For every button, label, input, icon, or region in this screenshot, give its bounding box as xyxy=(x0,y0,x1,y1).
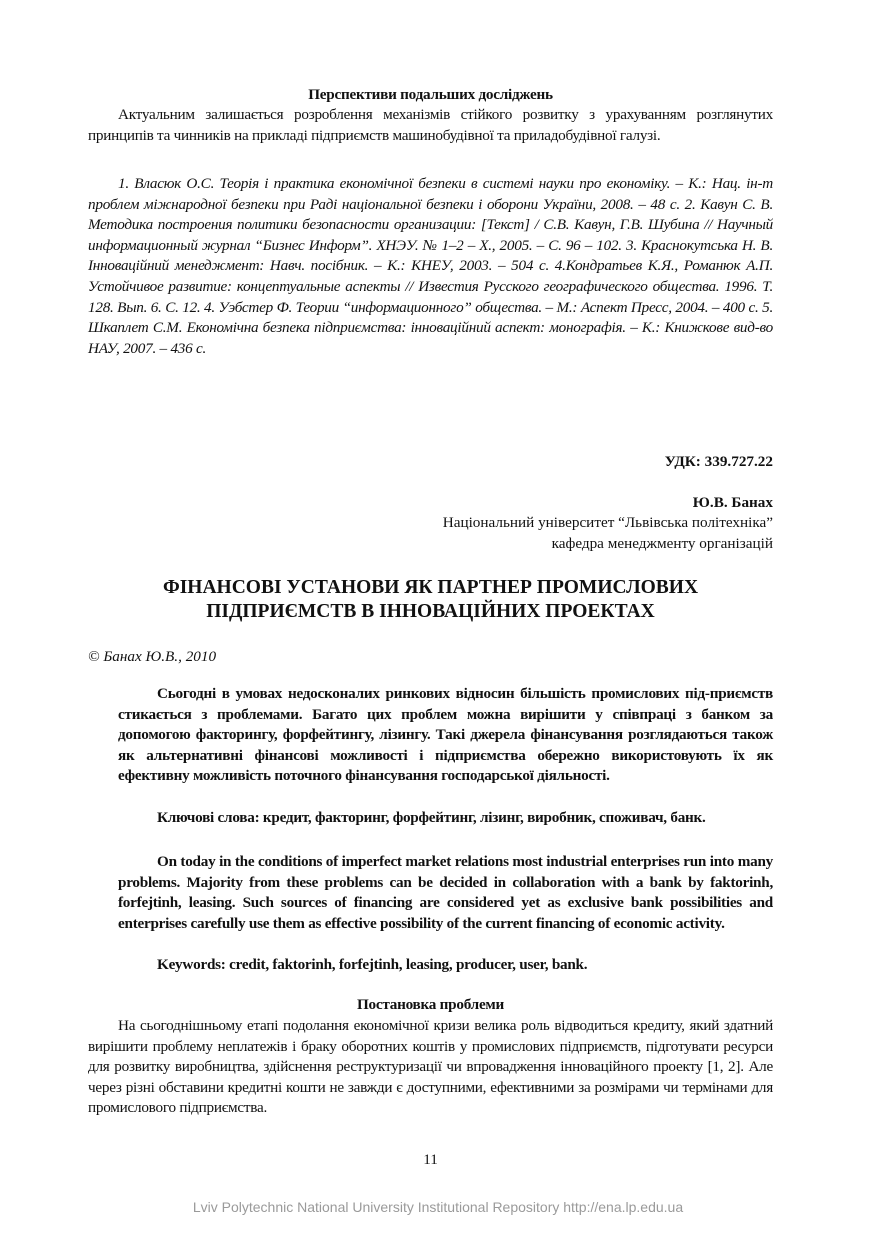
keywords-en: Keywords: credit, faktorinh, forfejtinh, leasing, producer, user, bank. xyxy=(157,956,588,973)
prospects-heading: Перспективи подальших досліджень xyxy=(308,86,553,103)
problem-paragraph: На сьогоднішньому етапі подолання економічної кризи велика роль відводиться кредиту, який здатний вирішити проблему неплатежів і браку оборотних коштів у промислових підприємств, підготувати ресурси для розвитку виробництва, здійснення реструктуризації чи впровадження інноваційного проекту [1, 2]. Але через різні обставини кредитні кошти не завжди є доступними, ефективними за розмірами чи термінами для промислового підприємства. xyxy=(88,1017,773,1117)
references-list: 1. Власюк О.С. Теорія і практика економічної безпеки в системі науки про економіку. – К.: Нац. ін-т проблем міжнародної безпеки при Раді національної безпеки і оборони України, 2008. – 48 с. 2. Кавун С. В. Методика построения политики безопасности организации: [Текст] / С.В. Кавун, Г.В. Шубина // Научный информационный журнал “Бизнес Информ”. ХНЭУ. № 1–2 – Х., 2005. – С. 96 – 102. 3. Краснокутська Н. В. Інноваційний менеджмент: Навч. посібник. – К.: КНЕУ, 2003. – 504 с. 4.Кондратьев К.Я., Романюк А.П. Устойчивое развитие: концептуальные аспекты // Известия Русского географического общества. 1996. Т. 128. Вып. 6. С. 12. 4. Уэбстер Ф. Теории “информационного” общества. – М.: Аспект Пресс, 2004. – 400 с. 5. Шкаплет С.М. Економічна безпека підприємства: інноваційний аспект: монографія. – К.: Книжкове вид-во НАУ, 2007. – 436 с. xyxy=(88,175,773,357)
page-number: 11 xyxy=(423,1151,438,1168)
copyright: © Банах Ю.В., 2010 xyxy=(88,648,217,665)
article-title-line: ПІДПРИЄМСТВ В ІННОВАЦІЙНИХ ПРОЕКТАХ xyxy=(206,601,655,622)
article-title-line: ФІНАНСОВІ УСТАНОВИ ЯК ПАРТНЕР ПРОМИСЛОВИХ xyxy=(162,577,699,598)
author-university: Національний університет “Львівська політехніка” xyxy=(442,514,773,531)
abstract-en: On today in the conditions of imperfect market relations most industrial enterprises run into many problems. Majority from these problems can be decided in collaboration with a bank by faktorinh, forfejtinh, leasing. Such sources of financing are considered yet as exclusive bank possibilities and enterprises carefully use them as effective possibility of the current financing of economic activity. xyxy=(118,853,773,932)
udk-code: УДК: 339.727.22 xyxy=(664,453,773,470)
author-department: кафедра менеджменту організацій xyxy=(551,535,773,552)
keywords-ua: Ключові слова: кредит, факторинг, форфейтинг, лізинг, виробник, споживач, банк. xyxy=(157,809,706,826)
prospects-paragraph: Актуальним залишається розроблення механізмів стійкого розвитку з урахуванням розглянутих принципів та чинників на прикладі підприємств машинобудівної та приладобудівної галузі. xyxy=(88,106,773,144)
repository-footer: Lviv Polytechnic National University Institutional Repository http://ena.lp.edu.ua xyxy=(192,1199,684,1215)
article-title xyxy=(88,576,773,624)
author-name: Ю.В. Банах xyxy=(692,494,773,511)
abstract-ua: Сьогодні в умовах недосконалих ринкових відносин більшість промислових під-приємств стикається з проблемами. Багато цих проблем можна вирішити у співпраці з банком за допомогою факторингу, форфейтингу, лізингу. Такі джерела фінансування розглядаються також як альтернативні фінансові можливості і підприємства обережно використовують їх як ефективну можливість поточного фінансування господарської діяльності. xyxy=(118,685,773,785)
problem-heading: Постановка проблеми xyxy=(356,996,505,1013)
